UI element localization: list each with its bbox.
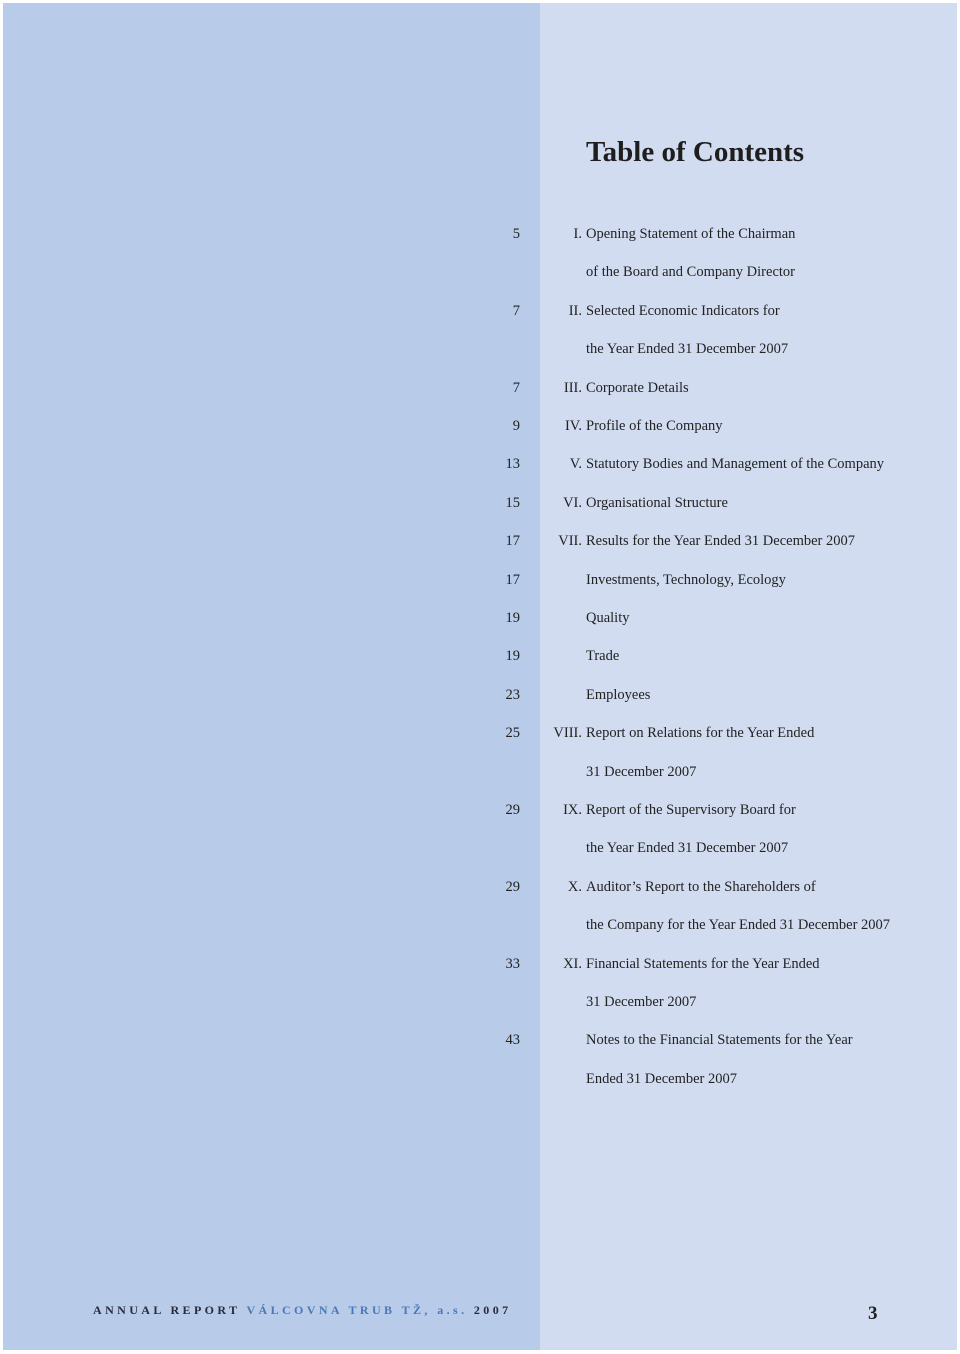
toc-entry-title: Employees <box>586 686 651 703</box>
toc-entry-title: Auditor’s Report to the Shareholders of <box>586 878 816 895</box>
toc-section-number: XI. <box>563 955 582 972</box>
footer-company: VÁLCOVNA TRUB TŽ, a.s. <box>246 1303 468 1317</box>
toc-section-number: VI. <box>563 494 582 511</box>
toc-entry-title: Report on Relations for the Year Ended <box>586 725 815 742</box>
left-panel <box>3 3 540 1350</box>
toc-page-number: 7 <box>512 302 520 319</box>
toc-section-number: VII. <box>558 533 582 550</box>
toc-page-number: 5 <box>512 226 520 242</box>
toc-entry-title: Trade <box>586 648 620 665</box>
toc-entry <box>0 529 960 553</box>
toc-page-number: 33 <box>505 955 520 972</box>
toc-section-number: IX. <box>563 802 582 818</box>
toc-entry-title: Statutory Bodies and Management of the Company <box>586 456 885 473</box>
toc-entry <box>0 798 960 822</box>
toc-section-number: II. <box>568 302 582 319</box>
toc-entry-title: Profile of the Company <box>586 418 723 434</box>
toc-entry-title: Ended 31 December 2007 <box>586 1070 737 1087</box>
toc-entry <box>0 875 960 899</box>
right-panel <box>540 3 957 1350</box>
toc-entry <box>0 1067 960 1091</box>
toc-entry-title: the Year Ended 31 December 2007 <box>586 341 789 358</box>
toc-page-number: 25 <box>505 725 520 742</box>
toc-entry-title: Corporate Details <box>586 379 689 396</box>
toc-entry <box>0 299 960 323</box>
toc-entry-title: 31 December 2007 <box>586 763 697 780</box>
toc-entry <box>0 913 960 937</box>
toc-entry-title: Quality <box>586 610 630 626</box>
page-title: Table of Contents <box>586 136 805 168</box>
toc-entry <box>0 452 960 476</box>
toc-entry <box>0 606 960 630</box>
toc-entry <box>0 721 960 745</box>
toc-entry <box>0 337 960 361</box>
toc-entry <box>0 644 960 668</box>
toc-entry-title: Organisational Structure <box>586 494 728 511</box>
toc-entry <box>0 1028 960 1052</box>
toc-page-number: 13 <box>505 456 520 473</box>
toc-page-number: 29 <box>505 802 520 818</box>
toc-entry-title: Selected Economic Indicators for <box>586 302 780 319</box>
toc-entry <box>0 952 960 976</box>
toc-section-number: V. <box>569 456 582 473</box>
toc-entry-title: Opening Statement of the Chairman <box>586 226 796 242</box>
footer-year: 2007 <box>473 1303 512 1317</box>
toc-section-number: VIII. <box>553 725 582 742</box>
toc-entry-title: Report of the Supervisory Board for <box>586 802 796 818</box>
toc-entry <box>0 414 960 438</box>
toc-entry <box>0 376 960 400</box>
toc-entry <box>0 260 960 284</box>
toc-entry-title: of the Board and Company Director <box>586 264 795 281</box>
toc-page-number: 19 <box>505 610 520 626</box>
footer-page-number: 3 <box>868 1303 878 1324</box>
toc-page-number: 17 <box>505 533 520 550</box>
toc-page-number: 29 <box>505 878 520 895</box>
toc-page-number: 43 <box>505 1032 520 1049</box>
toc-section-number: III. <box>563 379 582 396</box>
toc-section-number: X. <box>567 878 582 895</box>
toc-entry-title: the Year Ended 31 December 2007 <box>586 840 789 857</box>
toc-page-number: 17 <box>505 571 520 588</box>
toc-entry <box>0 760 960 784</box>
toc-page-number: 23 <box>505 686 520 703</box>
toc-entry <box>0 568 960 592</box>
toc-entry-title: Investments, Technology, Ecology <box>586 571 786 588</box>
toc-entry <box>0 491 960 515</box>
toc-entry-title: Financial Statements for the Year Ended <box>586 955 820 972</box>
toc-entry <box>0 222 960 246</box>
toc-entry-title: the Company for the Year Ended 31 December 2007 <box>586 917 891 934</box>
footer-report-label <box>93 1300 512 1320</box>
toc-entry <box>0 836 960 860</box>
toc-page-number: 19 <box>505 648 520 665</box>
toc-section-number: IV. <box>564 418 582 434</box>
footer-prefix: ANNUAL REPORT <box>93 1303 241 1317</box>
toc-entry-title: 31 December 2007 <box>586 994 697 1010</box>
toc-entry-title: Results for the Year Ended 31 December 2007 <box>586 533 855 550</box>
toc-page-number: 7 <box>512 379 520 396</box>
toc-entry-title: Notes to the Financial Statements for the Year <box>586 1032 853 1049</box>
toc-page-number: 15 <box>505 494 520 511</box>
toc-section-number: I. <box>573 226 582 242</box>
toc-entry <box>0 990 960 1014</box>
toc-page-number: 9 <box>512 418 520 434</box>
toc-entry <box>0 683 960 707</box>
